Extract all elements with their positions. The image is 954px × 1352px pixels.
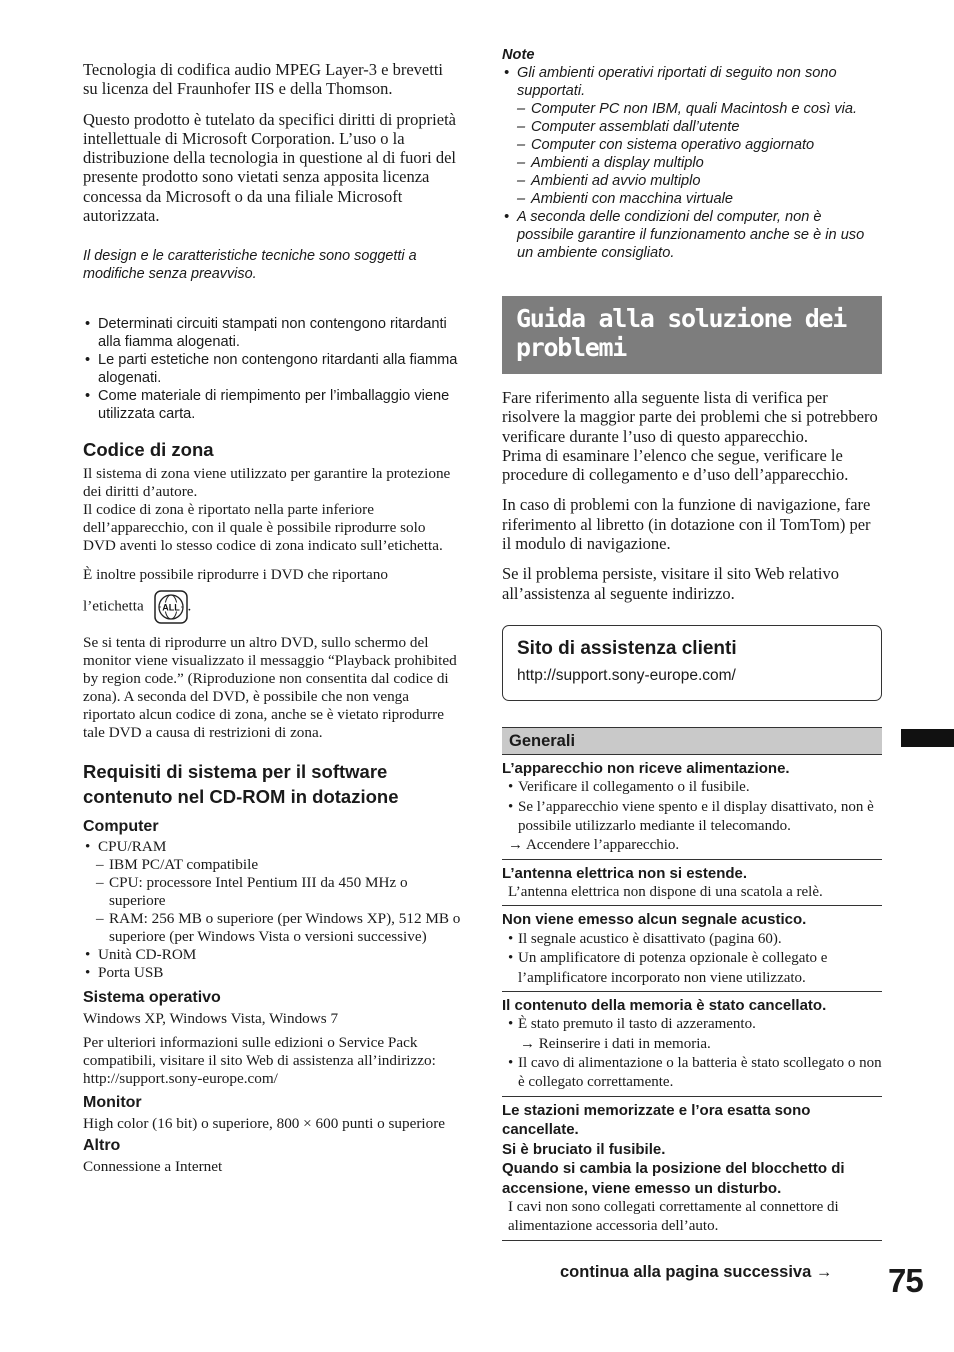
trouble-answers xyxy=(502,1015,882,1092)
support-site-title: Sito di assistenza clienti xyxy=(517,637,737,659)
intro-text-3: Se il problema persiste, visitare il sito Web relativo all’assistenza al seguente indirizzo. xyxy=(502,564,840,603)
trouble-answer: L’antenna elettrica non dispone di una scatola a relè. xyxy=(508,884,823,901)
continue-text: continua alla pagina successiva xyxy=(560,1263,812,1281)
note-bullets xyxy=(502,64,882,262)
list-item: – RAM: 256 MB o superiore (per Windows XP), 512 MB o superiore (per Windows Vista o versioni successive) xyxy=(83,910,461,946)
trouble-question: Si è bruciato il fusibile. xyxy=(502,1140,666,1158)
trouble-solution xyxy=(518,1035,882,1054)
troubleshooting-title: Guida alla soluzione dei problemi xyxy=(516,304,847,362)
intro-text-1: Fare riferimento alla seguente lista di verifica per risolvere la maggior parte dei problemi che si potrebbero verificare durante l’uso di questo apparecchio. xyxy=(502,388,878,446)
left-column xyxy=(83,60,461,1176)
os-text: Windows XP, Windows Vista, Windows 7 xyxy=(83,1010,339,1028)
support-site-url[interactable]: http://support.sony-europe.com/ xyxy=(517,666,736,684)
mpeg-license-text: Tecnologia di codifica audio MPEG Layer-3 e brevetti su licenza del Fraunhofer IIS e della Thomson. xyxy=(83,60,444,99)
trouble-item-power xyxy=(502,755,882,860)
region-all-icon-label: ALL xyxy=(161,602,180,613)
note-list xyxy=(502,64,882,262)
list-item: – CPU: processore Intel Pentium III da 450 MHz o superiore xyxy=(83,874,461,910)
computer-heading: Computer xyxy=(83,818,159,836)
list-item: • Determinati circuiti stampati non contengono ritardanti alla fiamma alogenati. xyxy=(83,315,461,351)
region-code-heading: Codice di zona xyxy=(83,439,214,461)
list-item: – Computer assemblati dall’utente xyxy=(517,118,882,136)
list-item xyxy=(502,64,882,208)
trouble-question: Le stazioni memorizzate e l’ora esatta sono cancellate. xyxy=(502,1101,811,1139)
answer-text: È stato premuto il tasto di azzeramento. xyxy=(518,1016,756,1033)
list-item: – Ambienti con macchina virtuale xyxy=(517,190,882,208)
right-column xyxy=(502,46,882,1241)
trouble-question: L’antenna elettrica non si estende. xyxy=(502,864,748,882)
solution-text: Accendere l’apparecchio. xyxy=(525,837,680,854)
trouble-question: Quando si cambia la posizione del blocchetto di accensione, viene emesso un disturbo. xyxy=(502,1160,845,1197)
intro-text-1b: Prima di esaminare l’elenco che segue, verificare le procedure di collegamento e d’uso dell’apparecchio. xyxy=(502,445,849,485)
solution-text: Reinserire i dati in memoria. xyxy=(538,1035,711,1052)
monitor-text: High color (16 bit) o superiore, 800 × 600 punti o superiore xyxy=(83,1115,446,1133)
trouble-answers xyxy=(502,778,882,836)
page-number: 75 xyxy=(888,1262,923,1299)
list-item: – Ambienti a display multiplo xyxy=(517,154,882,172)
trouble-item-antenna xyxy=(502,860,882,907)
region-text-1: Il sistema di zona viene utilizzato per garantire la protezione dei diritti d’autore. xyxy=(83,465,451,501)
list-item: • Il cavo di alimentazione o la batteria è stato scollegato o non è collegato correttamente. xyxy=(508,1054,882,1093)
note-1-sublist xyxy=(517,100,882,208)
cpu-ram-label: CPU/RAM xyxy=(98,838,167,856)
trouble-item-beep xyxy=(502,906,882,991)
list-item: • Se l’apparecchio viene spento e il display disattivato, non è possibile utilizzarlo mediante il telecomando. xyxy=(508,798,882,837)
arrow-right-icon: → xyxy=(520,1035,535,1052)
trouble-item-memory xyxy=(502,992,882,1097)
list-item: – Computer PC non IBM, quali Macintosh e così via. xyxy=(517,100,882,118)
trouble-answer: I cavi non sono collegati correttamente al connettore di alimentazione accessoria dell’auto. xyxy=(508,1199,839,1235)
computer-list xyxy=(83,838,461,982)
cpu-sublist xyxy=(83,856,461,946)
design-note: Il design e le caratteristiche tecniche sono soggetti a modifiche senza preavviso. xyxy=(83,248,417,283)
other-text: Connessione a Internet xyxy=(83,1158,223,1176)
region-label-text: l’etichetta xyxy=(83,597,144,615)
trouble-question: Non viene emesso alcun segnale acustico. xyxy=(502,911,807,929)
list-item: – Ambienti ad avvio multiplo xyxy=(517,172,882,190)
region-text-4: Se si tenta di riprodurre un altro DVD, sullo schermo del monitor viene visualizzato il messaggio “Playback prohibited by region code.” (Riproduzione non consentita dal codice di zona). A seconda del DVD, è possibile che non venga riportato alcun codice di zona, anche se è vietato riprodurre tale DVD a causa di restrizioni di zona. xyxy=(83,634,457,742)
support-site-box xyxy=(502,625,882,701)
list-item: • Le parti estetiche non contengono ritardanti alla fiamma alogenati. xyxy=(83,351,461,387)
region-label-line xyxy=(83,590,461,624)
note-1: Gli ambienti operativi riportati di seguito non sono supportati. xyxy=(517,65,837,99)
list-item: • A seconda delle condizioni del computer, non è possibile garantire il funzionamento anche se è in uso un ambiente consigliato. xyxy=(502,208,882,262)
continue-next-page xyxy=(560,1263,832,1282)
trouble-answers xyxy=(502,930,882,988)
list-item: • Unità CD-ROM xyxy=(83,946,461,964)
note-title: Note xyxy=(502,47,535,63)
list-item xyxy=(83,838,461,946)
intro-text-2: In caso di problemi con la funzione di navigazione, fare riferimento al libretto (in dotazione con il TomTom) per il modulo di navigazione. xyxy=(502,495,871,554)
region-text-2: Il codice di zona è riportato nella parte inferiore dell’apparecchio, con il quale è possibile riprodurre solo DVD aventi lo stesso codice di zona indicato sull’etichetta. xyxy=(83,501,443,555)
trouble-question: L’apparecchio non riceve alimentazione. xyxy=(502,759,790,777)
trouble-question: Il contenuto della memoria è stato cancellato. xyxy=(502,996,827,1014)
environment-bullets xyxy=(83,315,461,423)
region-label-period: . xyxy=(187,597,192,615)
region-text-3: È inoltre possibile riprodurre i DVD che riportano xyxy=(83,566,388,584)
trouble-solution xyxy=(502,836,882,855)
os-heading: Sistema operativo xyxy=(83,989,221,1007)
list-item: • Un amplificatore di potenza opzionale è collegato e l’amplificatore incorporato non viene utilizzato. xyxy=(508,949,882,988)
monitor-heading: Monitor xyxy=(83,1094,142,1112)
list-item: • Porta USB xyxy=(83,964,461,982)
section-general: Generali xyxy=(502,727,882,755)
other-heading: Altro xyxy=(83,1137,121,1155)
microsoft-license-text: Questo prodotto è tutelato da specifici diritti di proprietà intellettuale di Microsoft Corporation. L’uso o la distribuzione della tecnologia in questione al di fuori del presente prodotto sono vietati senza apposita licenza concessa da Microsoft o da una filiale Microsoft autorizzata. xyxy=(83,109,456,226)
list-item: • Verificare il collegamento o il fusibile. xyxy=(508,778,882,797)
troubleshooting-banner xyxy=(502,296,882,374)
section-thumb-tab xyxy=(901,729,954,747)
system-requirements-heading: Requisiti di sistema per il software contenuto nel CD-ROM in dotazione xyxy=(83,761,399,807)
trouble-item-stations xyxy=(502,1097,882,1241)
list-item: • Il segnale acustico è disattivato (pagina 60). xyxy=(508,930,882,949)
os-more-text: Per ulteriori informazioni sulle edizioni o Service Pack compatibili, visitare il sito Web di assistenza all’indirizzo: xyxy=(83,1034,436,1070)
list-item: • Come materiale di riempimento per l’imballaggio viene utilizzata carta. xyxy=(83,387,461,423)
troubleshooting-intro xyxy=(502,388,882,603)
list-item xyxy=(508,1015,882,1054)
list-item: – IBM PC/AT compatibile xyxy=(83,856,461,874)
arrow-right-icon: → xyxy=(815,1263,833,1281)
region-all-icon xyxy=(154,590,188,624)
list-item: – Computer con sistema operativo aggiornato xyxy=(517,136,882,154)
arrow-right-icon: → xyxy=(508,837,523,854)
os-url: http://support.sony-europe.com/ xyxy=(83,1070,278,1088)
